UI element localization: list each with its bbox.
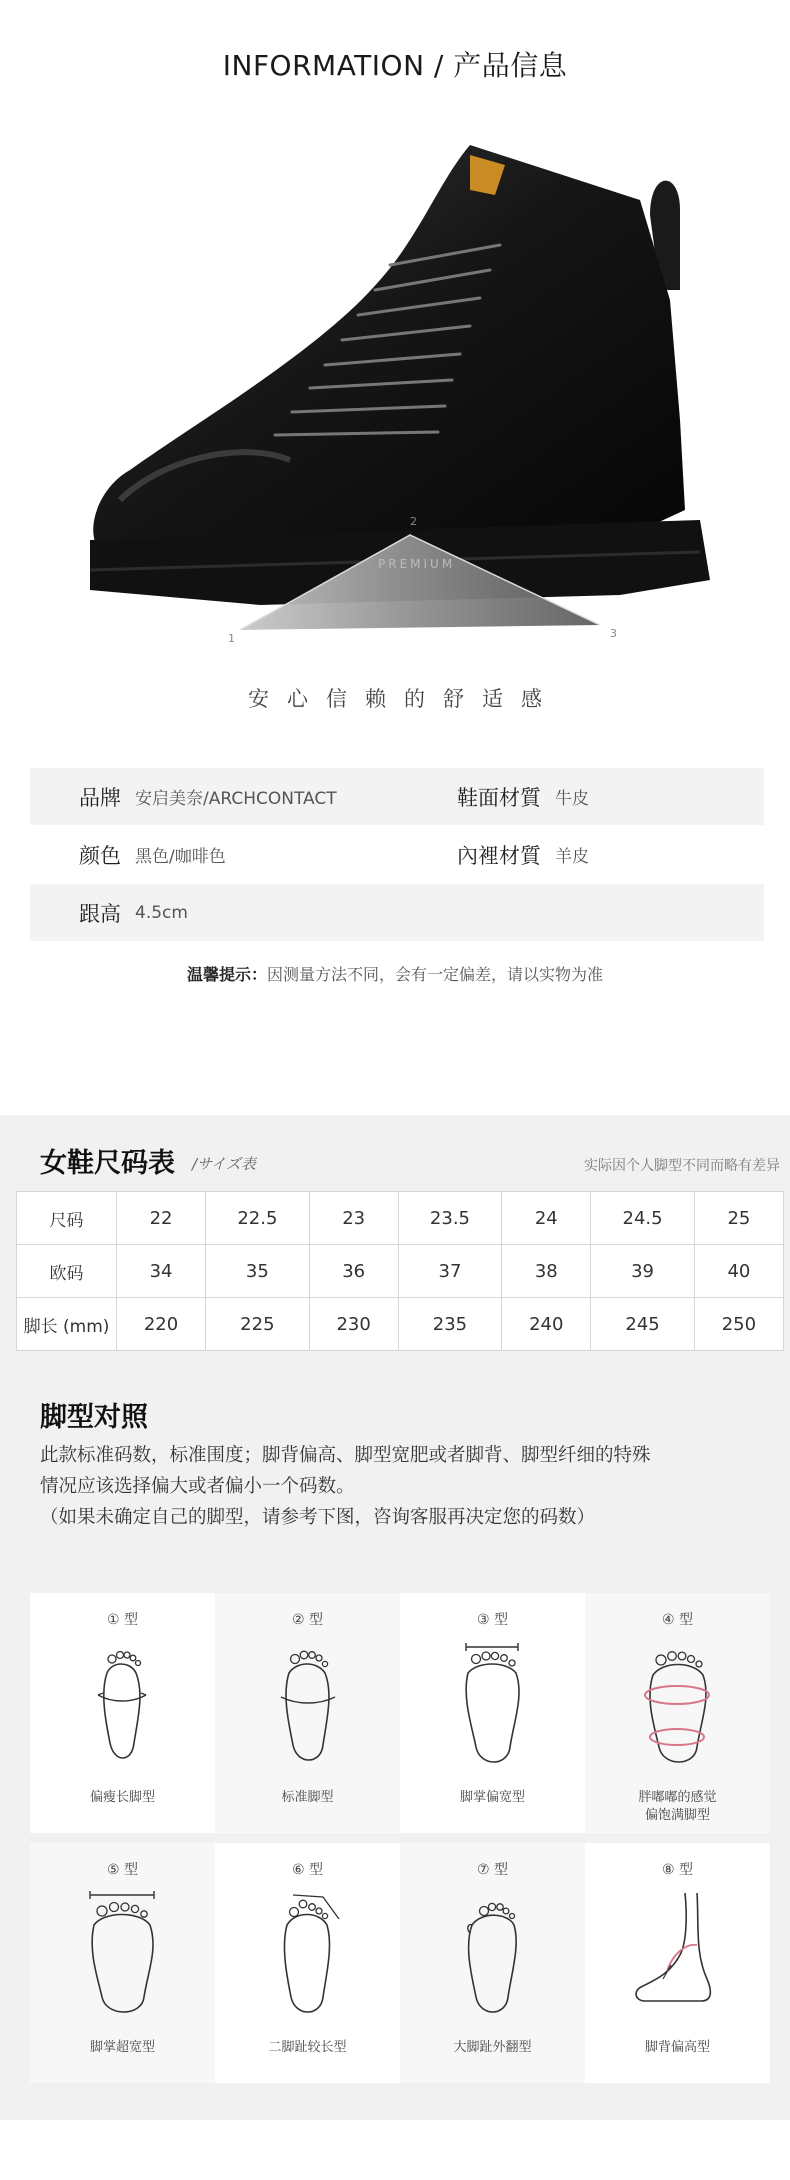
foot-bunion-icon (442, 1883, 542, 2023)
foot-card-1 (30, 1593, 215, 1833)
spec-table (30, 768, 764, 942)
foot-type-description (40, 1440, 760, 1533)
slogan: 安心信赖的舒适感 (248, 687, 560, 711)
foot-standard-icon (257, 1633, 357, 1773)
foot-card-8 (585, 1843, 770, 2083)
foot-desc-line: 情况应该选择偏大或者偏小一个码数。 (40, 1476, 355, 1497)
size-chart-title: 女鞋尺码表 (40, 1148, 175, 1179)
foot-card-caption-line: 胖嘟嘟的感觉 (638, 1790, 717, 1805)
spec-label: 品牌 (79, 785, 121, 810)
table-cell: 34 (117, 1245, 206, 1298)
spec-label: 跟高 (79, 901, 121, 926)
table-row (17, 1192, 784, 1245)
table-cell: 39 (591, 1245, 695, 1298)
foot-card-caption: 脚掌超宽型 (89, 2040, 155, 2055)
table-cell: 24 (502, 1192, 591, 1245)
foot-card-caption-line: 偏饱满脚型 (644, 1808, 710, 1823)
foot-extra-wide-icon (72, 1883, 172, 2023)
foot-card-number: ② 型 (291, 1612, 323, 1628)
foot-card-2 (215, 1593, 400, 1833)
table-cell: 25 (694, 1192, 783, 1245)
spec-value: 牛皮 (555, 789, 589, 809)
sole-mark-1: 1 (228, 632, 235, 645)
table-cell: 35 (206, 1245, 310, 1298)
table-cell: 37 (398, 1245, 502, 1298)
sole-mark-3: 3 (610, 627, 617, 640)
boot-illustration (60, 140, 730, 670)
foot-high-instep-icon (627, 1883, 727, 2023)
table-cell: 40 (694, 1245, 783, 1298)
size-header (40, 1141, 780, 1181)
table-row-head: 欧码 (17, 1245, 117, 1298)
table-cell: 38 (502, 1245, 591, 1298)
table-cell: 23 (309, 1192, 398, 1245)
table-row-head: 脚长 (mm) (17, 1298, 117, 1351)
foot-slim-icon (72, 1633, 172, 1773)
table-row-head: 尺码 (17, 1192, 117, 1245)
table-cell: 220 (117, 1298, 206, 1351)
foot-card-4 (585, 1593, 770, 1833)
foot-card-caption: 脚背偏高型 (644, 2040, 710, 2055)
size-section (0, 1115, 790, 2120)
foot-long-second-toe-icon (257, 1883, 357, 2023)
foot-card-5 (30, 1843, 215, 2083)
spec-row (30, 768, 764, 825)
spec-value: 黑色/咖啡色 (135, 847, 226, 867)
table-cell: 22.5 (206, 1192, 310, 1245)
size-chart-subtitle: /サイズ表 (192, 1155, 256, 1173)
foot-card-number: ⑥ 型 (291, 1862, 323, 1878)
foot-card-number: ⑤ 型 (106, 1862, 138, 1878)
foot-card-3 (400, 1593, 585, 1833)
spec-row (30, 826, 764, 883)
spec-label: 颜色 (79, 843, 121, 868)
size-table (16, 1191, 784, 1351)
notice-text: 因测量方法不同，会有一定偏差，请以实物为准 (267, 965, 604, 984)
table-cell: 36 (309, 1245, 398, 1298)
foot-card-7 (400, 1843, 585, 2083)
table-cell: 24.5 (591, 1192, 695, 1245)
product-image-boot (60, 140, 730, 670)
foot-card-6 (215, 1843, 400, 2083)
foot-wide-icon (442, 1633, 542, 1773)
spec-value: 羊皮 (555, 847, 589, 867)
table-cell: 225 (206, 1298, 310, 1351)
foot-card-caption (585, 1789, 770, 1825)
foot-card-caption: 偏瘦长脚型 (89, 1790, 155, 1805)
foot-card-caption: 大脚趾外翻型 (453, 2040, 532, 2055)
sole-brand-text: PREMIUM (378, 557, 456, 571)
foot-card-number: ⑧ 型 (661, 1862, 693, 1878)
table-row (17, 1245, 784, 1298)
foot-type-title: 脚型对照 (40, 1402, 148, 1433)
foot-card-number: ③ 型 (476, 1612, 508, 1628)
page-title: INFORMATION / 产品信息 (222, 49, 568, 82)
table-cell: 230 (309, 1298, 398, 1351)
size-chart-note: 实际因个人脚型不同而略有差异 (584, 1158, 780, 1174)
table-cell: 240 (502, 1298, 591, 1351)
table-cell: 245 (591, 1298, 695, 1351)
foot-card-number: ① 型 (106, 1612, 138, 1628)
table-cell: 235 (398, 1298, 502, 1351)
foot-card-caption: 标准脚型 (281, 1790, 334, 1805)
notice-prefix: 温馨提示： (186, 965, 267, 984)
foot-card-caption: 二脚趾较长型 (268, 2040, 347, 2055)
foot-desc-line: 此款标准码数，标准围度；脚背偏高、脚型宽肥或者脚背、脚型纤细的特殊 (40, 1445, 651, 1466)
table-row (17, 1298, 784, 1351)
foot-card-caption: 脚掌偏宽型 (459, 1790, 525, 1805)
foot-desc-line: （如果未确定自己的脚型，请参考下图，咨询客服再决定您的码数） (40, 1507, 596, 1528)
foot-card-number: ⑦ 型 (476, 1862, 508, 1878)
spec-row (30, 884, 764, 941)
table-cell: 22 (117, 1192, 206, 1245)
spec-value: 安启美奈/ARCHCONTACT (135, 789, 337, 809)
table-cell: 250 (694, 1298, 783, 1351)
foot-card-number: ④ 型 (661, 1612, 693, 1628)
spec-value: 4.5cm (135, 902, 188, 923)
foot-plump-icon (627, 1633, 727, 1773)
notice (0, 962, 790, 985)
table-cell: 23.5 (398, 1192, 502, 1245)
spec-label: 內裡材質 (457, 843, 541, 868)
spec-label: 鞋面材質 (457, 785, 541, 810)
sole-mark-2: 2 (410, 515, 417, 528)
